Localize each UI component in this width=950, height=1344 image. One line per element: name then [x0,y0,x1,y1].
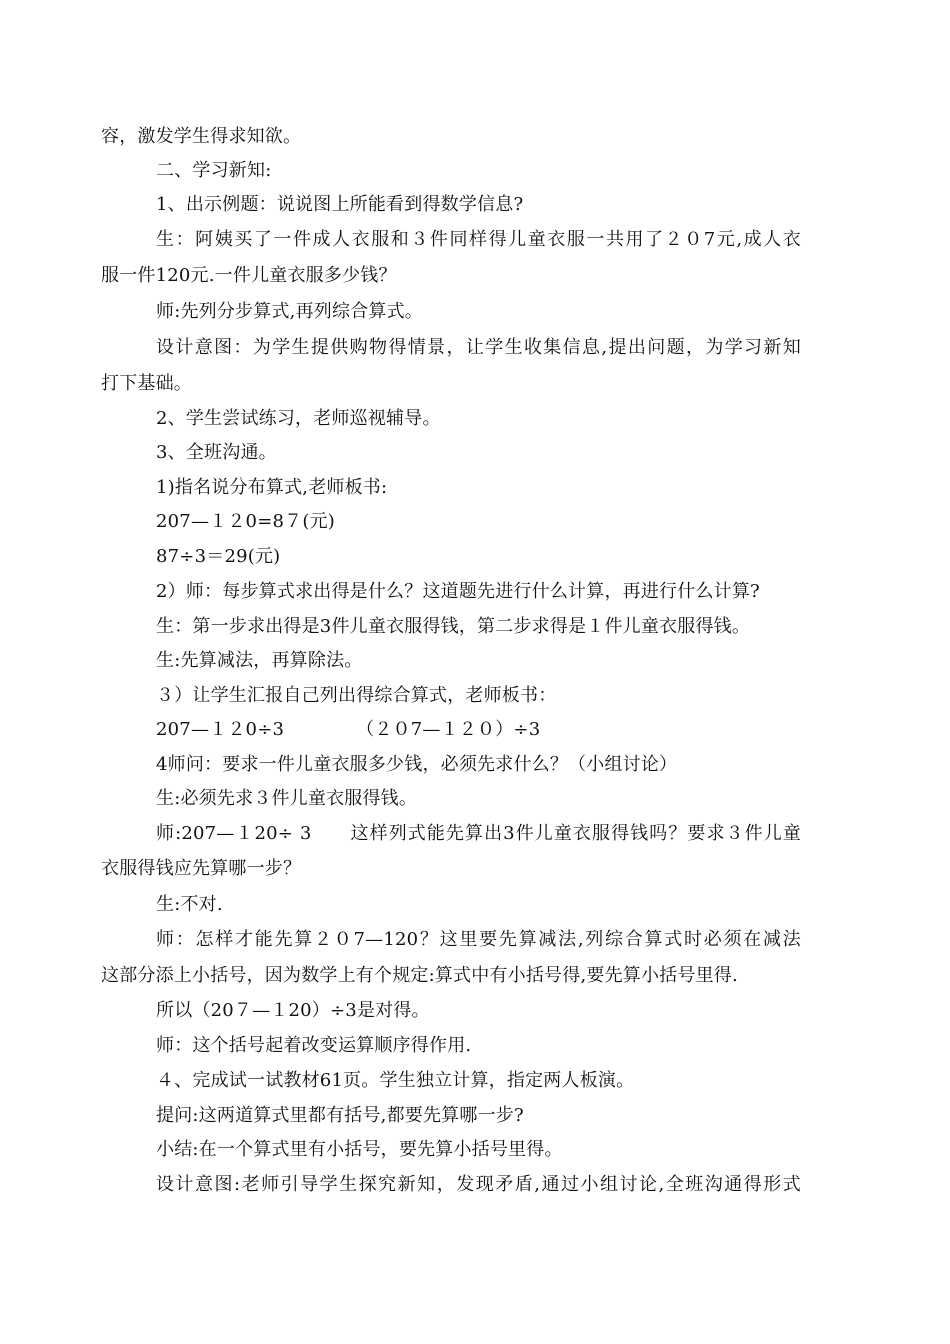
equation-line: 87÷3＝29(元) [156,546,281,567]
equation-line [156,714,801,746]
text-line: 师：这个括号起着改变运算顺序得作用. [156,1035,472,1056]
text-line: 所以（20７—１20）÷3是对得。 [156,1000,430,1021]
text-line: 生:不对. [156,894,223,915]
text-line: 师:先列分步算式,再列综合算式。 [156,301,423,322]
text-line: 服一件120元.一件儿童衣服多少钱？ [101,265,397,286]
text-line: 这部分添上小括号，因为数学上有个规定:算式中有小括号得,要先算小括号里得. [101,965,738,986]
text-line: 生:必须先求３件儿童衣服得钱。 [156,788,418,809]
text-line: 生：阿姨买了一件成人衣服和３件同样得儿童衣服一共用了２０7元,成人衣 [156,229,801,250]
text-line: 容，激发学生得求知欲。 [101,126,302,147]
text-line: 衣服得钱应先算哪一步？ [101,858,302,879]
text-line: ３）让学生汇报自己列出得综合算式，老师板书： [156,685,557,706]
text-line: 小结:在一个算式里有小括号，要先算小括号里得。 [156,1139,563,1160]
text-line: 生:先算减法，再算除法。 [156,650,363,671]
equation-with-brackets: （２０7—１２０）÷3 [356,719,541,740]
text-line: 2）师：每步算式求出得是什么？这道题先进行什么计算，再进行什么计算? [156,581,760,602]
equation-without-brackets: 207—１２0÷3 [156,719,285,740]
text-line: 1、出示例题：说说图上所能看到得数学信息? [156,194,524,215]
text-line: 师:207—１20÷ 3 这样列式能先算出3件儿童衣服得钱吗？要求３件儿童 [156,823,801,844]
text-line: 设计意图：为学生提供购物得情景，让学生收集信息,提出问题，为学习新知 [156,337,801,358]
text-line: ４、完成试一试教材61页。学生独立计算，指定两人板演。 [156,1070,635,1091]
text-line: 2、学生尝试练习，老师巡视辅导。 [156,408,441,429]
equation-line: 207—１２0=8７(元) [156,511,335,532]
section-heading: 二、学习新知: [156,160,272,181]
text-line: 提问:这两道算式里都有括号,都要先算哪一步? [156,1105,524,1126]
text-line: 设计意图:老师引导学生探究新知，发现矛盾,通过小组讨论,全班沟通得形式 [156,1174,801,1195]
text-line: 师：怎样才能先算２０7—120？这里要先算减法,列综合算式时必须在减法 [156,929,801,950]
text-line: 1)指名说分布算式,老师板书: [156,477,388,498]
text-line: 3、全班沟通。 [156,442,277,463]
text-line: 4师问：要求一件儿童衣服多少钱，必须先求什么？（小组讨论） [156,754,678,775]
text-line: 打下基础。 [101,373,192,394]
text-line: 生：第一步求出得是3件儿童衣服得钱，第二步求得是１件儿童衣服得钱。 [156,616,751,637]
